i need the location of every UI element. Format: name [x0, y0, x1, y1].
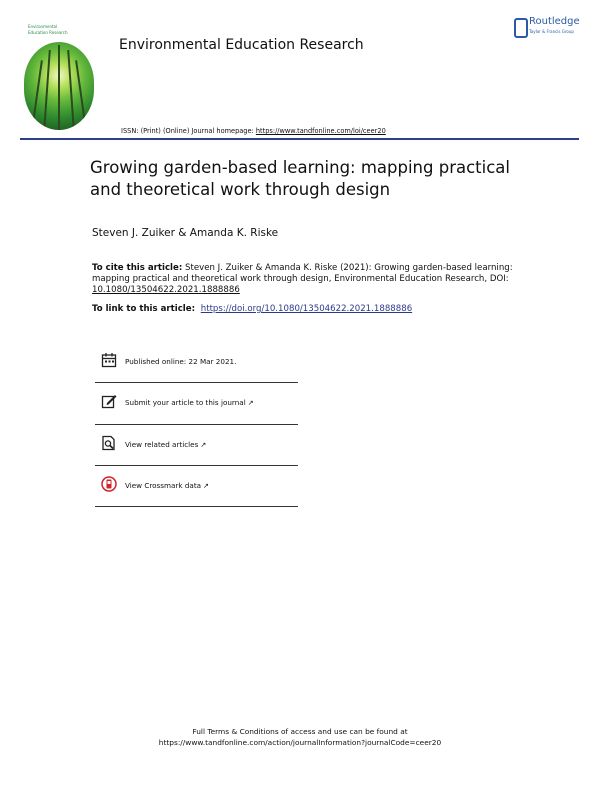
footer [0, 726, 600, 748]
link-label: To link to this article: [92, 304, 196, 314]
routledge-icon [514, 18, 528, 38]
cite-text: Steven J. Zuiker & Amanda K. Riske (2021): Growing garden-based learning: mapping practical and theoretical work through design, Environmental Education Research, DOI: [92, 263, 513, 284]
journal-name[interactable]: Environmental Education Research [119, 37, 364, 53]
crossmark-icon [101, 476, 117, 492]
citation-block [92, 263, 532, 296]
cover-logo-line-2: Education Research [28, 30, 68, 35]
doi-link[interactable]: 10.1080/13504622.2021.1888886 [92, 285, 240, 295]
journal-cover [20, 22, 97, 134]
issn-line [121, 127, 386, 135]
submit-article-row[interactable] [95, 383, 298, 425]
article-title: Growing garden-based learning: mapping practical and theoretical work through design [90, 158, 510, 199]
crossmark-row[interactable] [95, 466, 298, 508]
cover-logo-line-1: Environmental [28, 24, 58, 29]
issn-text: ISSN: (Print) (Online) Journal homepage: [121, 127, 256, 135]
published-date: Published online: 22 Mar 2021. [125, 357, 237, 366]
header-divider [20, 138, 579, 140]
article-doi-url[interactable]: https://doi.org/10.1080/13504622.2021.1888886 [200, 304, 413, 314]
external-link-icon: ↗ [247, 399, 254, 407]
edit-icon [101, 393, 117, 409]
related-articles-link[interactable]: View related articles ↗ [125, 440, 207, 449]
article-link-block [92, 304, 412, 314]
submit-article-link[interactable]: Submit your article to this journal ↗ [125, 398, 254, 407]
published-row [95, 342, 298, 384]
footer-terms-url[interactable]: https://www.tandfonline.com/action/journalInformation?journalCode=ceer20 [158, 738, 442, 747]
row-divider [95, 506, 298, 507]
document-search-icon [101, 435, 117, 451]
publisher-name: Routledge [529, 16, 580, 27]
related-articles-row[interactable] [95, 425, 298, 467]
crossmark-link[interactable]: View Crossmark data ↗ [125, 481, 209, 490]
calendar-icon [101, 352, 117, 368]
footer-terms-text: Full Terms & Conditions of access and use can be found at [192, 727, 408, 736]
external-link-icon: ↗ [203, 482, 209, 490]
article-authors: Steven J. Zuiker & Amanda K. Riske [92, 227, 279, 239]
external-link-icon: ↗ [200, 441, 207, 449]
publisher-subtitle: Taylor & Francis Group [529, 29, 574, 34]
cite-label: To cite this article: [92, 263, 183, 273]
journal-homepage-link[interactable]: https://www.tandfonline.com/loi/ceer20 [255, 127, 386, 135]
cover-forest-image [24, 42, 94, 130]
